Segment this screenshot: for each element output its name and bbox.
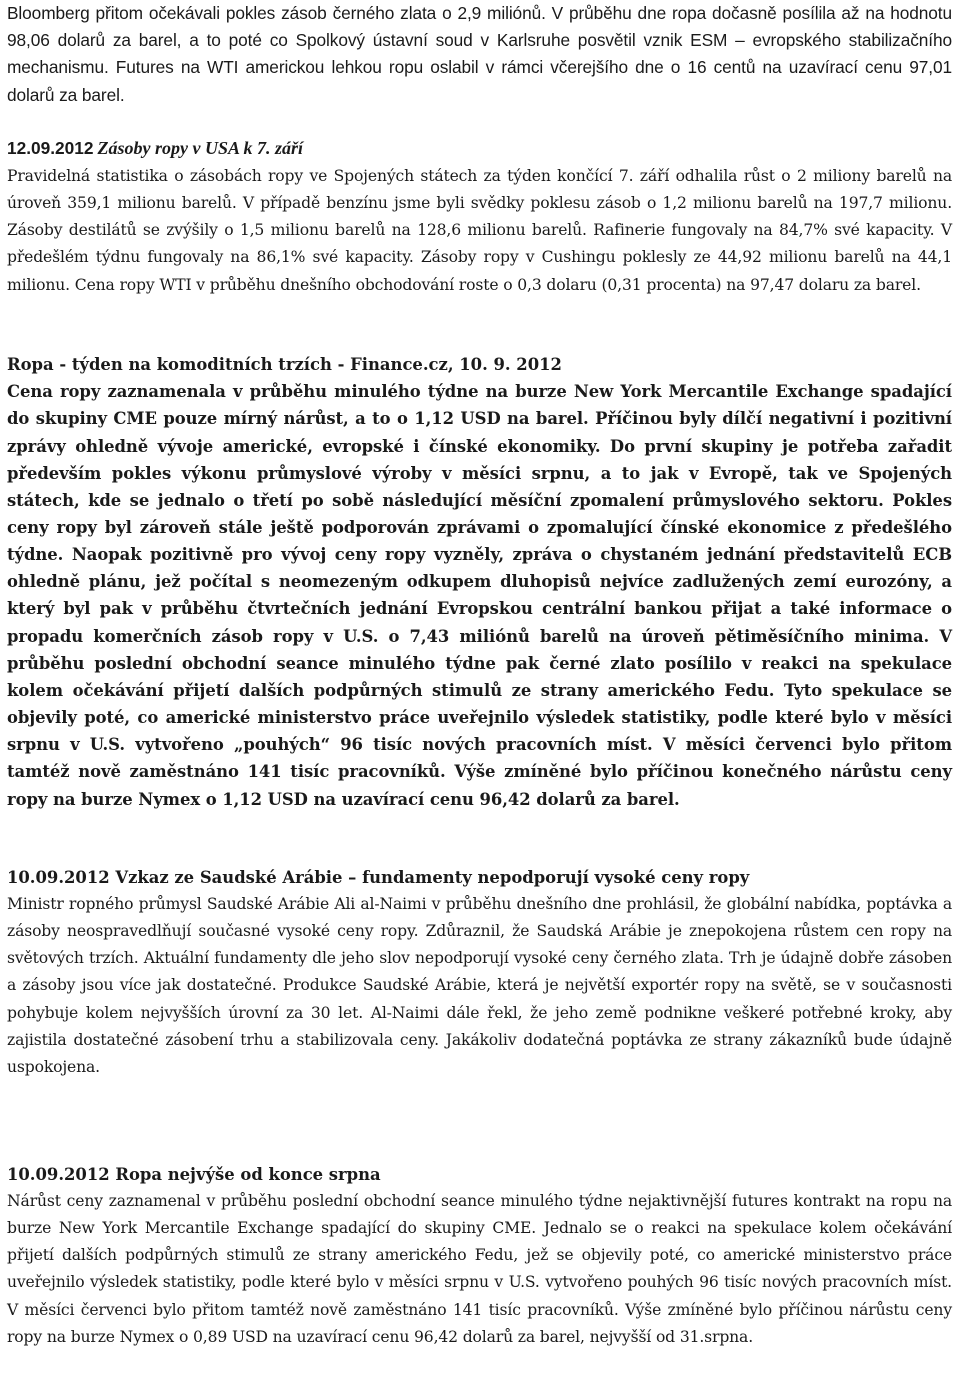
saudi-arabia-paragraph: Ministr ropného průmysl Saudské Arábie Ali al-Naimi v průběhu dnešního dne prohlásil, že globální nabídka, poptávka a zásoby neospravedlňují současné vysoké ceny ropy. Zdůraznil, že Saudská Arábie je znepokojena růstem cen ropy na světových trzích. Aktuální fundamenty dle jeho slov nepodporují vysoké ceny černého zlata. Trh je údajně dobře zásoben a zásoby jsou více jak dostatečné. Produkce Saudské Arábie, která je největší exportér ropy na světě, se v současnosti pohybuje kolem nejvyšších úrovní za 30 let. Al-Naimi dále řekl, že jeho země podnikne veškeré potřebné kroky, aby zajistila dostatečné zásobení trhu a stabilizovala ceny. Jakákoliv dodatečná poptávka ze strany zákazníků bude údajně uspokojena. bbox=[7, 895, 952, 1076]
oil-high-heading: 10.09.2012 Ropa nejvýše od konce srpna bbox=[7, 1165, 381, 1184]
oil-high-paragraph: Nárůst ceny zaznamenal v průběhu poslední obchodní seance minulého týdne nejaktivnější futures kontrakt na ropu na burze New York Mercantile Exchange spadající do skupiny CME. Jednalo se o reakci na spekulace kolem očekávání přijetí dalších podpůrných stimulů ze strany amerického Fedu, jež se objevily poté, co americké ministerstvo práce uveřejnilo výsledek statistiky, podle které bylo v měsíci srpnu v U.S. vytvořeno pouhých 96 tisíc nových pracovních míst. V měsíci červenci bylo přitom tamtéž nově zaměstnáno 141 tisíc pracovníků. Výše zmíněné bylo příčinou nárůstu ceny ropy na burze Nymex o 0,89 USD na uzavírací cenu 96,42 dolarů za barel, nejvyšší od 31.srpna. bbox=[7, 1192, 952, 1346]
oil-high-section bbox=[7, 1161, 952, 1351]
usa-stocks-paragraph: Pravidelná statistika o zásobách ropy ve Spojených státech za týden končící 7. září odhalila růst o 2 miliony barelů na úroveň 359,1 milionu barelů. V případě benzínu jsme byli svědky poklesu zásob o 1,2 milionu barelů na 197,7 milionu. Zásoby destilátů se zvýšily o 1,5 milionu barelů na 128,6 milionu barelů. Rafinerie fungovaly na 84,7% své kapacity. V předešlém týdnu fungovaly na 86,1% své kapacity. Zásoby ropy v Cushingu poklesly ze 44,92 milionu barelů na 44,1 milionu. Cena ropy WTI v průběhu dnešního obchodování roste o 0,3 dolaru (0,31 procenta) na 97,47 dolaru za barel. bbox=[7, 167, 952, 294]
finance-weekly-heading: Ropa - týden na komoditních trzích - Finance.cz, 10. 9. 2012 bbox=[7, 355, 562, 374]
usa-stocks-date: 12.09.2012 bbox=[7, 138, 94, 158]
intro-paragraph: Bloomberg přitom očekávali pokles zásob černého zlata o 2,9 miliónů. V průběhu dne ropa dočasně posílila až na hodnotu 98,06 dolarů za barel, a to poté co Spolkový ústavní soud v Karlsruhe posvětil vznik ESM – evropského stabilizačního mechanismu. Futures na WTI americkou lehkou ropu oslabil v rámci včerejšího dne o 16 centů na uzavírací cenu 97,01 dolarů za barel. bbox=[7, 3, 952, 105]
intro-section bbox=[7, 0, 952, 109]
finance-weekly-paragraph: Cena ropy zaznamenala v průběhu minulého týdne na burze New York Mercantile Exchange spadající do skupiny CME pouze mírný nárůst, a to o 1,12 USD na barel. Příčinou byly dílčí negativní i pozitivní zprávy ohledně vývoje americké, evropské i čínské ekonomiky. Do první skupiny je potřeba zařadit především pokles výkonu průmyslové výroby v měsíci srpnu, a to jak v Evropě, tak ve Spojených státech, kde se jednalo o třetí po sobě následující měsíční zpomalení průmyslového sektoru. Pokles ceny ropy byl zároveň stále ještě podporován zprávami o zpomalující čínské ekonomice z předešlého týdne. Naopak pozitivně pro vývoj ceny ropy vyzněly, zpráva o chystaném jednání představitelů ECB ohledně plánu, jež počítal s neomezeným odkupem dluhopisů nejvíce zadlužených zemí eurozóny, a který byl pak v průběhu čtvrtečních jednání Evropskou centrální bankou přijat a také informace o propadu komerčních zásob ropy v U.S. o 7,43 miliónů barelů na úroveň pětiměsíčního minima. V průběhu poslední obchodní seance minulého týdne pak černé zlato posílilo v reakci na spekulace kolem očekávání přijetí dalších podpůrných stimulů ze strany amerického Fedu. Tyto spekulace se objevily poté, co americké ministerstvo práce uveřejnilo výsledek statistiky, podle které bylo v měsíci srpnu v U.S. vytvořeno „pouhých“ 96 tisíc nových pracovních míst. V měsíci červenci bylo přitom tamtéž nově zaměstnáno 141 tisíc pracovníků. Výše zmíněné bylo příčinou konečného nárůstu ceny ropy na burze Nymex o 1,12 USD na uzavírací cenu 96,42 dolarů za barel. bbox=[7, 382, 952, 809]
usa-stocks-title: Zásoby ropy v USA k 7. září bbox=[97, 138, 304, 158]
usa-stocks-heading bbox=[7, 135, 952, 163]
saudi-arabia-heading: 10.09.2012 Vzkaz ze Saudské Arábie – fundamenty nepodporují vysoké ceny ropy bbox=[7, 868, 750, 887]
usa-stocks-section bbox=[7, 135, 952, 299]
saudi-arabia-section bbox=[7, 864, 952, 1081]
finance-weekly-section bbox=[7, 351, 952, 813]
